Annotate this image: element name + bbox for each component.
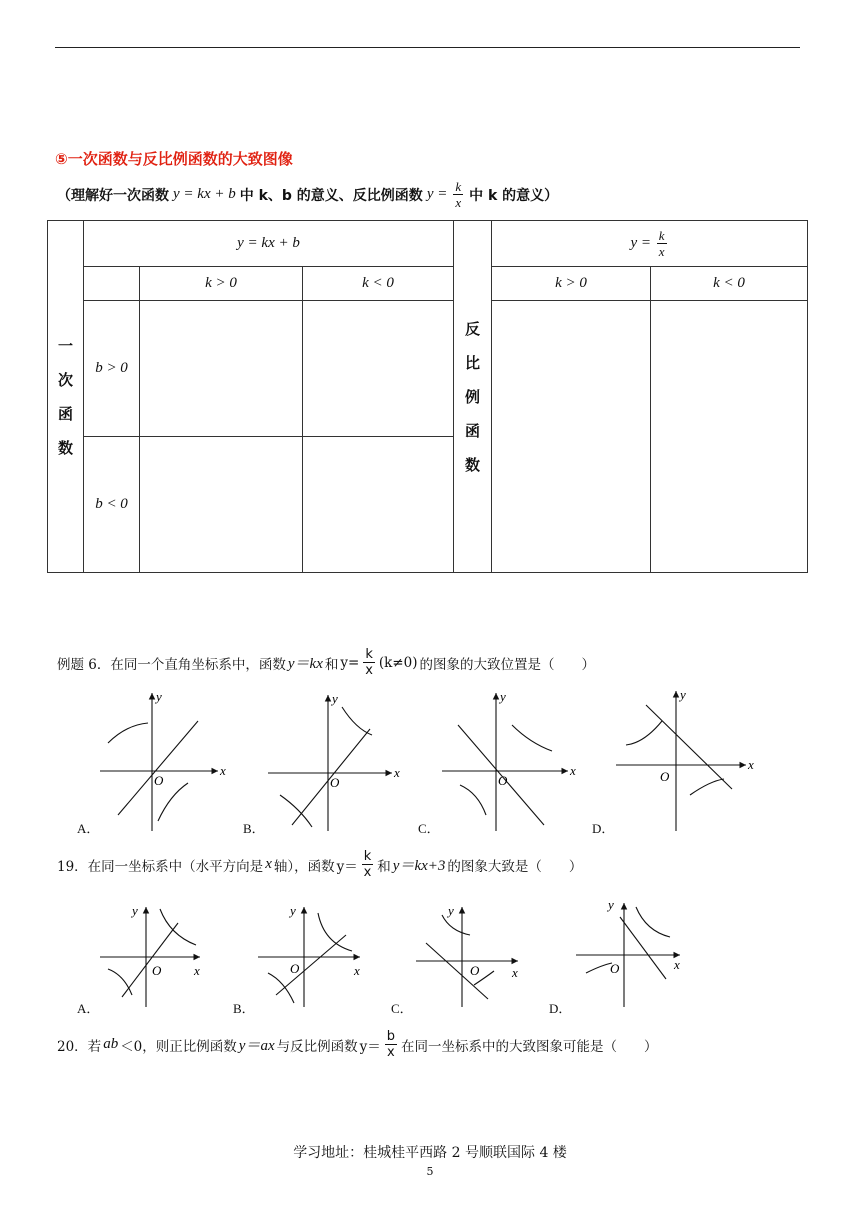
q6-graph-b	[268, 695, 392, 831]
linear-header: y = kx + b	[84, 221, 454, 267]
q6-graph-c	[442, 693, 568, 831]
inverse-header: y = $\frac{k}{x}$	[492, 221, 808, 267]
q19-option-a[interactable]: A．	[77, 1001, 100, 1016]
question-19: 19．在同一坐标系中（水平方向是 x 轴），函数 y＝ $\frac{k}{x}$ 和 y＝kx+3 的图象大致是（ ）	[57, 849, 583, 880]
q6-b-x-label: x	[394, 765, 400, 780]
q6-option-b[interactable]: B．	[243, 821, 265, 836]
q19-a-origin: O	[152, 963, 162, 978]
question-6: 例题 6．在同一个直角坐标系中，函数 y＝kx 和 y= $\frac{k}{x}$ (k≠0) 的图象的大致位置是（ ）	[57, 647, 595, 678]
cell-inverse-kpos	[492, 301, 651, 573]
q20-condition: ab	[103, 1036, 119, 1052]
q19-b-origin: O	[290, 961, 300, 976]
q6-a-y-label: y	[156, 689, 162, 704]
q19-text-1: 19．在同一坐标系中（水平方向是	[57, 858, 264, 875]
q6-c-x-label: x	[570, 763, 576, 778]
cell-kpos-bpos	[140, 301, 303, 437]
q20-text-3: 与反比例函数	[276, 1038, 358, 1055]
inverse-formula-fraction	[453, 180, 463, 209]
q19-text-3: 和	[377, 858, 391, 875]
q20-text-2: ＜0，则正比例函数	[120, 1038, 237, 1055]
subtitle-text-1: （理解好一次函数	[57, 187, 169, 204]
linear-function-label: 一 次 函 数	[48, 221, 84, 573]
q6-a-x-label: x	[220, 763, 226, 778]
fraction-denominator: x	[455, 195, 462, 210]
section-subtitle	[57, 180, 558, 209]
q6-text-1: 例题 6．在同一个直角坐标系中，函数	[57, 656, 286, 673]
q19-d-origin: O	[610, 961, 620, 976]
q6-text-2: 和	[324, 656, 339, 673]
cell-kneg-bpos	[303, 301, 454, 437]
q6-option-c[interactable]: C．	[418, 821, 440, 836]
page-number: 5	[426, 1165, 434, 1178]
q20-text-4: 在同一坐标系中的大致图象可能是（ ）	[401, 1038, 658, 1055]
q19-graphs	[90, 895, 710, 1015]
inverse-function-label: 反 比 例 函 数	[454, 221, 492, 573]
q19-graph-c	[416, 907, 518, 1007]
q20-expression: y＝ax	[238, 1038, 275, 1054]
q6-graph-d	[616, 691, 746, 831]
q20-formula-lhs: y＝	[359, 1038, 381, 1055]
b-neg-label: b < 0	[84, 437, 140, 573]
q6-d-y-label: y	[680, 687, 686, 702]
q6-expression: y＝kx	[287, 656, 323, 672]
cell-inverse-kneg	[651, 301, 808, 573]
q19-text-4: 的图象大致是（ ）	[447, 858, 583, 875]
q6-c-origin: O	[498, 773, 508, 788]
subtitle-text-3: 中 k 的意义）	[469, 187, 559, 204]
q6-graphs	[60, 685, 780, 835]
q6-b-origin: O	[330, 775, 340, 790]
q6-a-origin: O	[154, 773, 164, 788]
q19-b-x-label: x	[354, 963, 360, 978]
fraction-numerator: k	[455, 179, 462, 194]
q19-graph-a	[100, 907, 200, 1007]
q19-c-origin: O	[470, 963, 480, 978]
q19-option-d[interactable]: D．	[549, 1001, 572, 1016]
q19-d-y-label: y	[608, 897, 614, 912]
q6-d-x-label: x	[748, 757, 754, 772]
q6-formula-lhs: y=	[340, 654, 360, 671]
linear-formula: y = kx + b	[173, 186, 236, 202]
q6-text-3: 的图象的大致位置是（ ）	[419, 656, 595, 673]
q19-d-x-label: x	[674, 957, 680, 972]
function-graph-table	[47, 220, 808, 573]
linear-k-pos-header: k > 0	[140, 267, 303, 301]
q19-a-x-label: x	[194, 963, 200, 978]
inverse-k-neg-header: k < 0	[651, 267, 808, 301]
q19-x-variable: x	[265, 856, 272, 872]
footer-address: 学习地址：桂城桂平西路 2 号顺联国际 4 楼	[293, 1145, 567, 1161]
linear-k-neg-header: k < 0	[303, 267, 454, 301]
q19-option-b[interactable]: B．	[233, 1001, 255, 1016]
question-20: 20．若 ab ＜0，则正比例函数 y＝ax 与反比例函数 y＝ $\frac{b}{x}$ 在同一坐标系中的大致图象可能是（ ）	[57, 1029, 658, 1060]
b-pos-label: b > 0	[84, 301, 140, 437]
q19-option-c[interactable]: C．	[391, 1001, 413, 1016]
corner-cell	[84, 267, 140, 301]
section-title: ⑤一次函数与反比例函数的大致图像	[55, 150, 293, 168]
q6-graph-a	[100, 693, 218, 831]
q6-c-y-label: y	[500, 689, 506, 704]
q19-c-y-label: y	[448, 903, 454, 918]
cell-kpos-bneg	[140, 437, 303, 573]
q6-option-a[interactable]: A．	[77, 821, 100, 836]
q19-graph-b	[258, 907, 360, 1007]
q6-condition: (k≠0)	[378, 654, 418, 671]
inverse-formula-lhs: y =	[426, 186, 448, 202]
q19-b-y-label: y	[290, 903, 296, 918]
header-rule	[55, 47, 800, 48]
inverse-k-pos-header: k > 0	[492, 267, 651, 301]
q6-b-y-label: y	[332, 691, 338, 706]
q19-formula-lhs: y＝	[336, 858, 358, 875]
q19-a-y-label: y	[132, 903, 138, 918]
q6-option-d[interactable]: D．	[592, 821, 615, 836]
q19-c-x-label: x	[512, 965, 518, 980]
q20-text-1: 20．若	[57, 1038, 102, 1055]
q6-d-origin: O	[660, 769, 670, 784]
q19-text-2: 轴），函数	[273, 858, 335, 875]
q19-graph-d	[576, 903, 680, 1007]
q19-expression: y＝kx+3	[392, 858, 446, 874]
subtitle-text-2: 中 k、b 的意义、反比例函数	[239, 187, 423, 204]
cell-kneg-bneg	[303, 437, 454, 573]
